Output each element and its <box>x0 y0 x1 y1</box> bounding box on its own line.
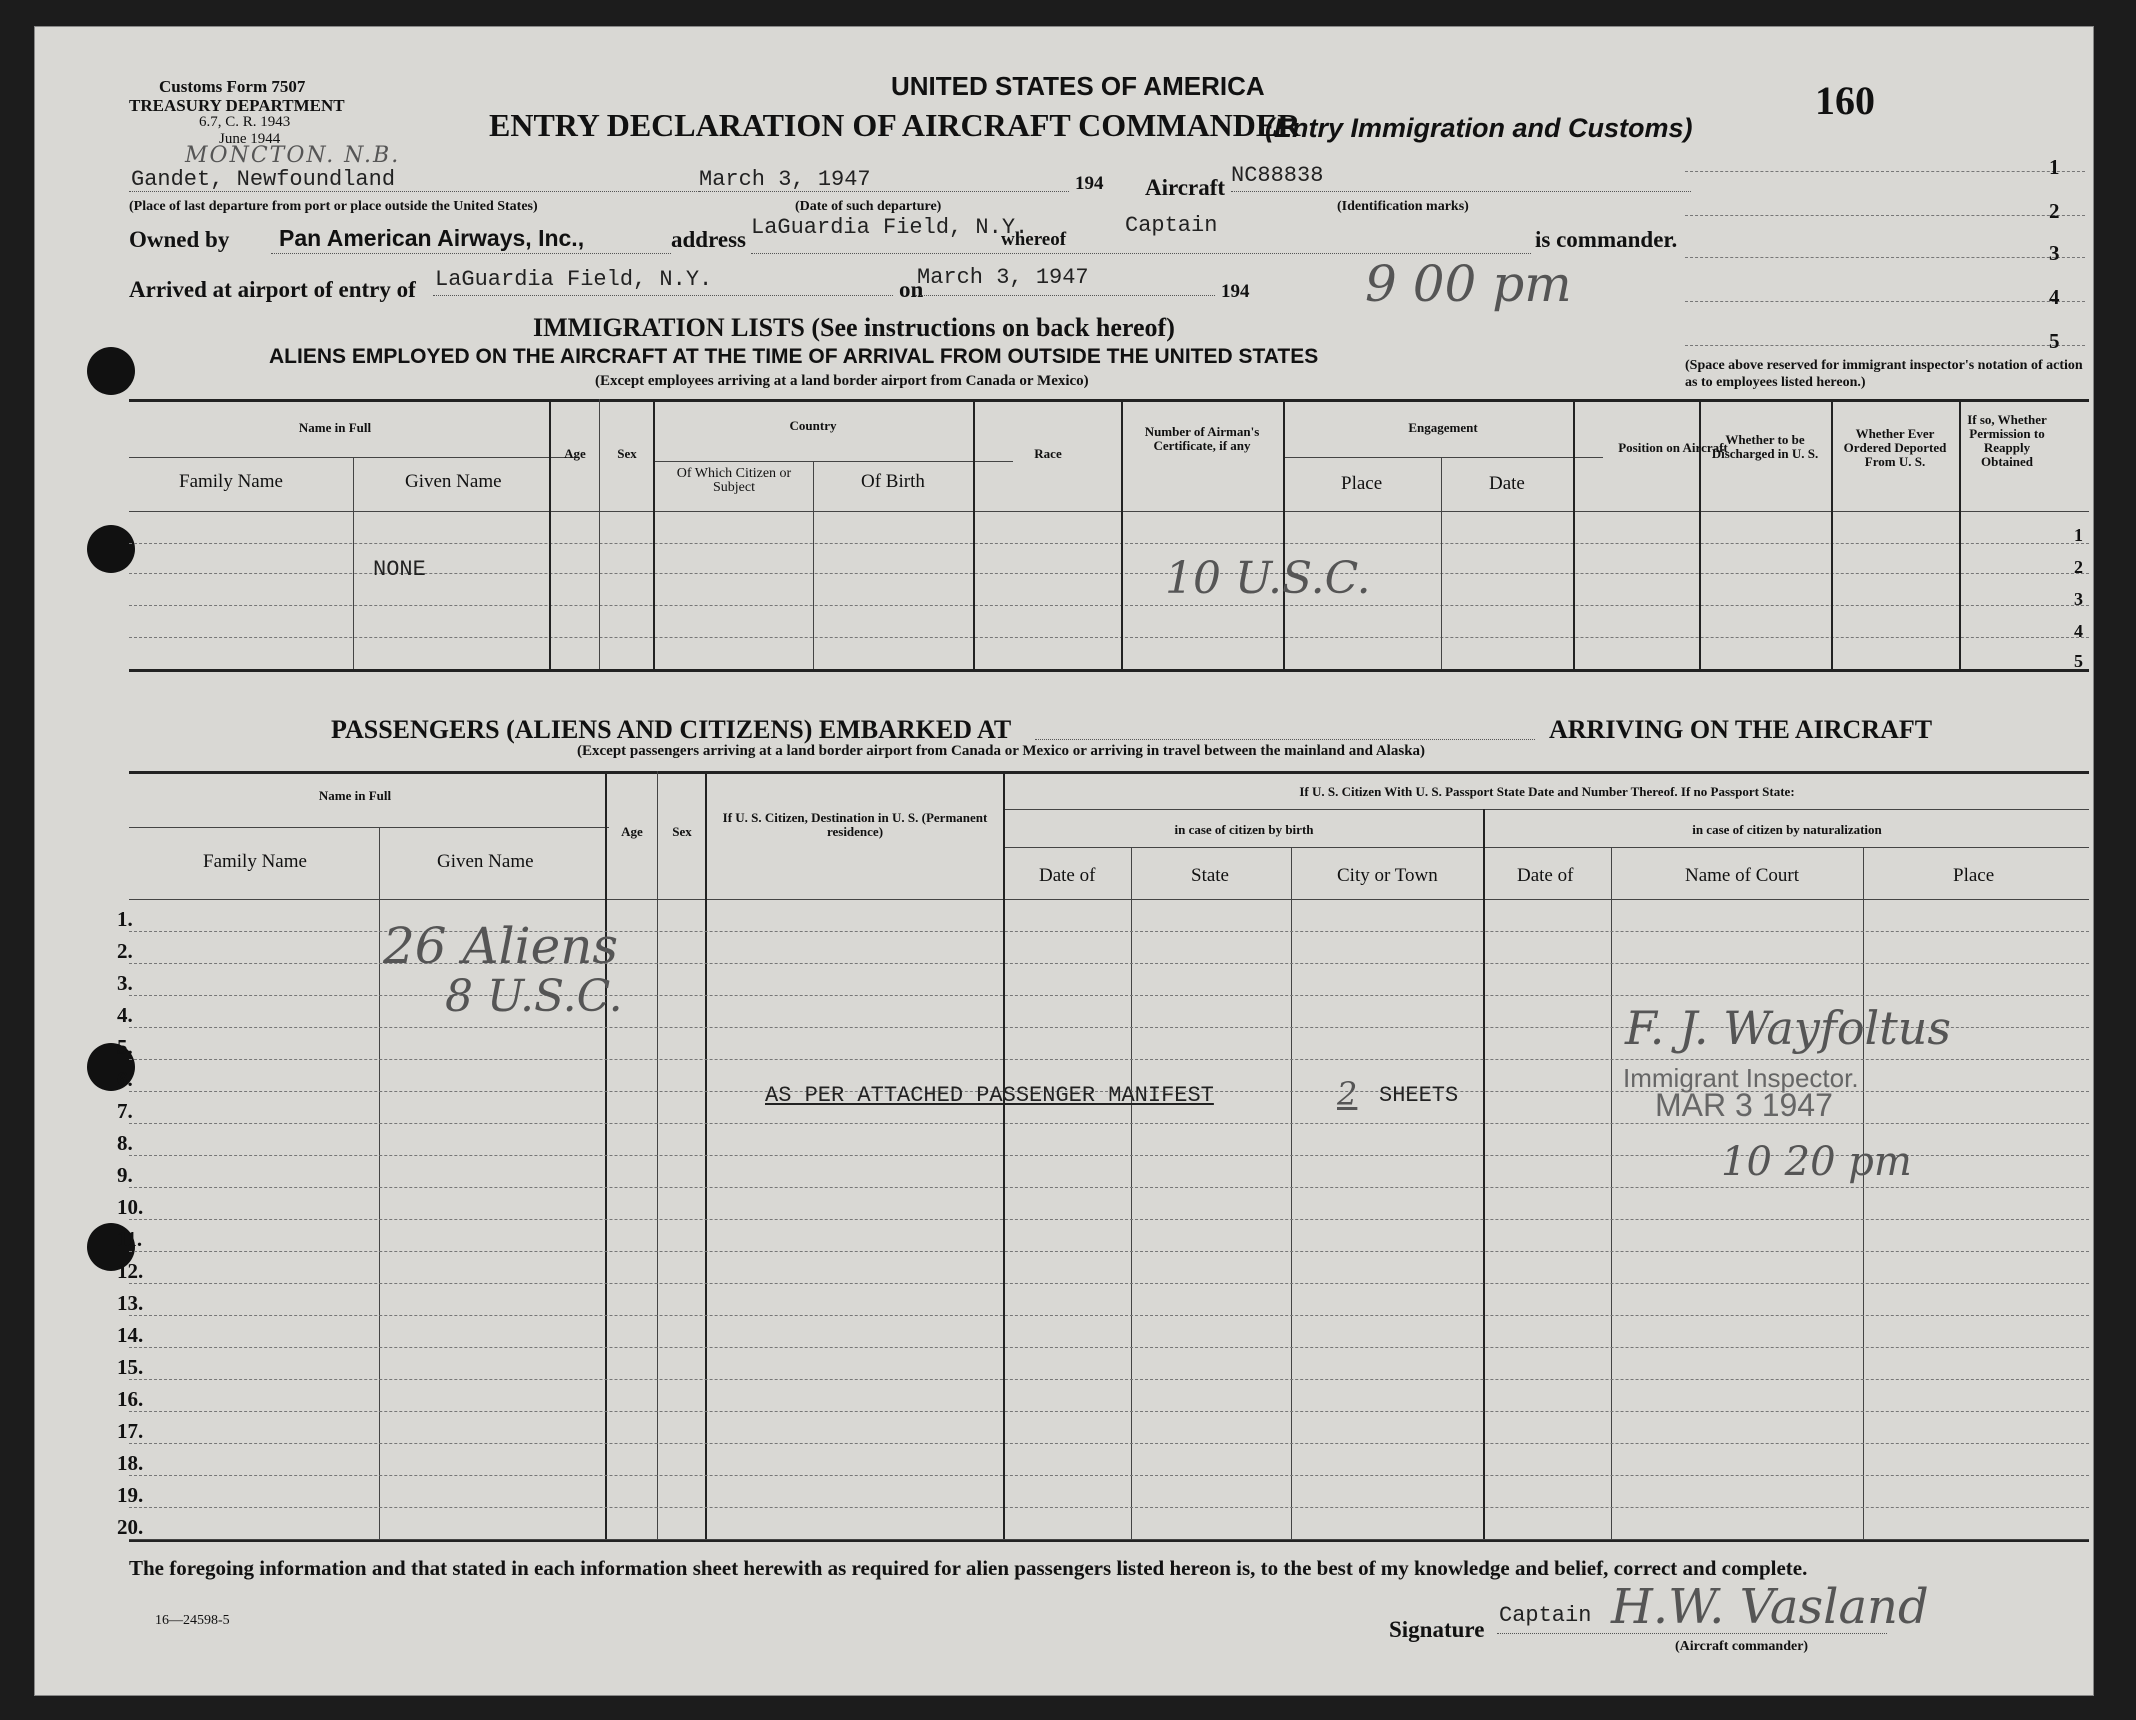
pax-header-court: Name of Court <box>1685 865 1799 886</box>
manifest-sheet-count: 2 <box>1337 1075 1358 1113</box>
passenger-row-number: 6. <box>117 1067 133 1091</box>
notation-line-number: 5 <box>2049 329 2060 353</box>
pax-header-by-birth: in case of citizen by birth <box>1174 822 1314 837</box>
passenger-row-number: 3. <box>117 971 133 995</box>
header-permission: If so, Whether Permission to Reapply Obtained <box>1967 412 2047 469</box>
certification-statement: The foregoing information and that stated in each information sheet herewith as required for alien passengers listed hereon is, to the best of my knowledge and belief, correct and complete. <box>129 1556 1808 1580</box>
departure-year-prefix: 194 <box>1075 173 1104 194</box>
table-row <box>129 1283 2089 1284</box>
handwritten-alien-count: 26 Aliens <box>383 917 619 975</box>
notation-line-number: 2 <box>2049 199 2060 223</box>
manifest-text-prefix: AS PER ATTACHED PASSENGER MANIFEST <box>765 1083 1214 1108</box>
header-certificate: Number of Airman's Certificate, if any <box>1144 424 1260 453</box>
header-given-name: Given Name <box>405 471 502 492</box>
header-engagement-date: Date <box>1489 473 1525 494</box>
owned-by-label: Owned by <box>129 227 230 252</box>
aircraft-value: NC88838 <box>1231 163 1324 188</box>
form-title-suffix: (Entry Immigration and Customs) <box>1265 113 1693 143</box>
crew-row-number: 4 <box>2074 621 2083 641</box>
passengers-title-left: PASSENGERS (ALIENS AND CITIZENS) EMBARKED AT <box>331 715 1012 744</box>
table-row <box>129 1347 2089 1348</box>
passenger-row-number: 19. <box>117 1483 144 1507</box>
pax-header-state: State <box>1191 865 1229 886</box>
pax-header-given-name: Given Name <box>437 851 534 872</box>
handwritten-arrival-time: 9 00 pm <box>1365 255 1572 313</box>
arrival-on-label: on <box>899 277 924 302</box>
signature-caption: (Aircraft commander) <box>1675 1639 1809 1654</box>
table-row <box>129 1187 2089 1188</box>
punch-hole <box>87 347 135 395</box>
whereof-label: whereof <box>1001 229 1067 250</box>
pax-header-age: Age <box>621 824 643 839</box>
passenger-row-number: 9. <box>117 1163 133 1187</box>
table-row <box>129 1443 2089 1444</box>
header-engagement: Engagement <box>1408 420 1478 435</box>
header-sex: Sex <box>617 446 637 461</box>
address-label: address <box>671 227 746 252</box>
passenger-row-number: 4. <box>117 1003 133 1027</box>
handwritten-crew-count: 10 U.S.C. <box>1165 553 1371 604</box>
departure-place-value: Gandet, Newfoundland <box>131 167 396 192</box>
passenger-row-number: 13. <box>117 1291 144 1315</box>
table-row <box>129 1475 2089 1476</box>
arrival-date-value: March 3, 1947 <box>917 265 1089 290</box>
pax-header-passport: If U. S. Citizen With U. S. Passport State Date and Number Thereof. If no Passport State: <box>1299 784 1795 799</box>
passengers-note: (Except passengers arriving at a land border airport from Canada or Mexico or arriving in travel between the mainland and Alaska) <box>577 743 1426 759</box>
passenger-row-number: 5. <box>117 1035 133 1059</box>
departure-date-value: March 3, 1947 <box>699 167 871 192</box>
passenger-row-number: 11. <box>117 1227 143 1251</box>
immigration-subtitle: ALIENS EMPLOYED ON THE AIRCRAFT AT THE TIME OF ARRIVAL FROM OUTSIDE THE UNITED STATES <box>269 345 1319 368</box>
country-heading: UNITED STATES OF AMERICA <box>891 71 1265 101</box>
table-row <box>129 1219 2089 1220</box>
table-row <box>129 1379 2089 1380</box>
stamp-time: 10 20 pm <box>1721 1139 1912 1185</box>
passenger-row-number: 18. <box>117 1451 144 1475</box>
passenger-row-number: 8. <box>117 1131 133 1155</box>
address-value: LaGuardia Field, N.Y. <box>751 215 1029 240</box>
passengers-title-right: ARRIVING ON THE AIRCRAFT <box>1549 715 1933 744</box>
table-row <box>129 1059 2089 1060</box>
pax-header-destination: If U. S. Citizen, Destination in U. S. (Permanent residence) <box>722 810 988 839</box>
crew-row-number: 2 <box>2074 557 2083 577</box>
header-of-birth: Of Birth <box>861 471 925 492</box>
inspector-signature: F. J. Wayfoltus <box>1625 1001 1951 1055</box>
pax-header-date-of-naturalization: Date of <box>1517 865 1574 886</box>
table-row <box>129 1411 2089 1412</box>
manifest-text-suffix: SHEETS <box>1379 1083 1459 1108</box>
pax-header-name-in-full: Name in Full <box>318 788 392 803</box>
declaration-form <box>34 26 2094 1696</box>
header-age: Age <box>564 446 586 461</box>
inspector-title: Immigrant Inspector. <box>1623 1063 1859 1093</box>
notation-caption: (Space above reserved for immigrant inspector's notation of action as to employees listed hereon.) <box>1685 358 2083 390</box>
arrival-label: Arrived at airport of entry of <box>129 277 416 302</box>
form-code: 16—24598-5 <box>155 1613 230 1628</box>
pax-header-family-name: Family Name <box>203 851 307 872</box>
table-row <box>129 1315 2089 1316</box>
table-row <box>129 1507 2089 1508</box>
crew-row-number: 3 <box>2074 589 2083 609</box>
form-title: ENTRY DECLARATION OF AIRCRAFT COMMANDER <box>489 107 1301 143</box>
regulation: 6.7, C. R. 1943 <box>199 114 291 130</box>
header-citizen-of: Of Which Citizen or Subject <box>676 466 792 495</box>
header-race: Race <box>1034 446 1062 461</box>
pax-header-place: Place <box>1953 865 1995 886</box>
passenger-row-number: 17. <box>117 1419 144 1443</box>
table-row <box>129 1251 2089 1252</box>
passenger-row-number: 1. <box>117 907 133 931</box>
handwritten-citizen-count: 8 U.S.C. <box>445 971 623 1022</box>
commander-value: Captain <box>1125 213 1218 238</box>
notation-line-number: 1 <box>2049 155 2060 179</box>
immigration-title: IMMIGRATION LISTS (See instructions on back hereof) <box>533 313 1175 342</box>
passenger-row-number: 10. <box>117 1195 144 1219</box>
commander-suffix: is commander. <box>1535 227 1678 252</box>
owner-value: Pan American Airways, Inc., <box>279 225 585 251</box>
immigration-note: (Except employees arriving at a land border airport from Canada or Mexico) <box>595 373 1089 389</box>
notation-line-number: 3 <box>2049 241 2060 265</box>
commander-signature: H.W. Vasland <box>1611 1579 1929 1635</box>
pax-header-date-of: Date of <box>1039 865 1096 886</box>
crew-row-number: 5 <box>2074 651 2083 671</box>
signature-label: Signature <box>1389 1617 1485 1642</box>
passenger-row-number: 16. <box>117 1387 144 1411</box>
punch-hole <box>87 525 135 573</box>
header-discharged: Whether to be Discharged in U. S. <box>1711 432 1819 461</box>
header-engagement-place: Place <box>1341 473 1383 494</box>
passenger-row-number: 2. <box>117 939 133 963</box>
handwritten-departure-place: MONCTON. N.B. <box>185 143 401 168</box>
stamp-date: MAR 3 1947 <box>1655 1087 1833 1123</box>
passenger-row-number: 20. <box>117 1515 144 1539</box>
notation-line-number: 4 <box>2049 285 2060 309</box>
form-date: June 1944 <box>219 131 281 147</box>
header-deported: Whether Ever Ordered Deported From U. S. <box>1843 426 1947 469</box>
pax-header-by-naturalization: in case of citizen by naturalization <box>1692 822 1882 837</box>
signature-prefix: Captain <box>1499 1603 1592 1628</box>
aircraft-caption: (Identification marks) <box>1337 199 1469 214</box>
header-country: Country <box>789 418 837 433</box>
departure-place-caption: (Place of last departure from port or place outside the United States) <box>129 199 538 214</box>
passenger-row-number: 12. <box>117 1259 144 1283</box>
header-name-in-full: Name in Full <box>298 420 372 435</box>
header-family-name: Family Name <box>179 471 283 492</box>
table-row <box>129 995 2089 996</box>
page-number: 160 <box>1815 78 1875 123</box>
passenger-row-number: 14. <box>117 1323 144 1347</box>
pax-header-sex: Sex <box>672 824 692 839</box>
departure-date-caption: (Date of such departure) <box>795 199 942 214</box>
passenger-row-number: 15. <box>117 1355 144 1379</box>
crew-row-number: 1 <box>2074 525 2083 545</box>
aircraft-label: Aircraft <box>1145 175 1226 200</box>
form-name: Customs Form 7507 <box>159 77 306 96</box>
passenger-row-number: 7. <box>117 1099 133 1123</box>
pax-header-city: City or Town <box>1337 865 1438 886</box>
typed-none: NONE <box>373 557 426 582</box>
department: TREASURY DEPARTMENT <box>129 96 345 115</box>
table-row <box>129 1539 2089 1540</box>
header-position: Position on Aircraft <box>1618 440 1728 455</box>
arrival-year-prefix: 194 <box>1221 281 1250 302</box>
arrival-airport-value: LaGuardia Field, N.Y. <box>435 267 713 292</box>
